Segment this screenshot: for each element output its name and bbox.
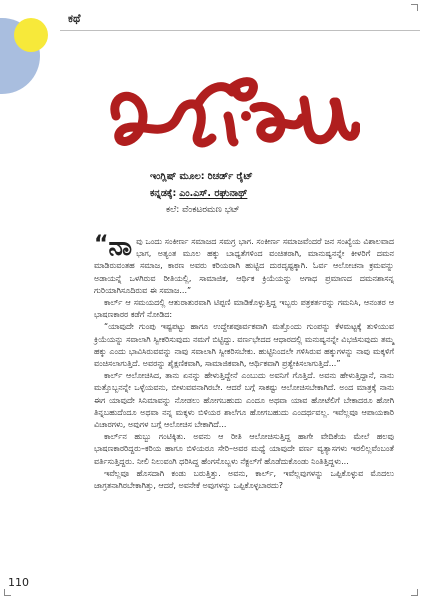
credits-block	[150, 168, 390, 219]
dropcap-block	[94, 234, 132, 260]
page-number: 110	[8, 576, 29, 589]
paragraph	[94, 232, 394, 297]
decorative-yellow-circle	[14, 18, 48, 52]
credit-art-author: ವೆಂಕಟರಮಣ ಭಟ್	[182, 205, 240, 215]
paragraph: ಕಾರ್ಲ್ ಆಲೋಚಿಸಿದ, ತಾನು ಏನನ್ನು ಹೇಳುತ್ತಿದ್ದೇನೆ ಎಂಬುದು ಅವನಿಗೆ ಗೊತ್ತಿದೆ. ಅವನು ಹೇಳುತ್ತಿದ್ದಾನೆ, ನಾನು ಮತ್ತೊಬ್ಬನನ್ನೇ ಒಳ್ಳೆಯವನು, ಬೀಳುವವನಾಗಿರಬೇ. ಆದರೆ ಬಗ್ಗೆ ಸಾಕಷ್ಟು ಆಲೋಚಿಸಬೇಕಾಗಿದೆ. ಅಂದ ಮಾತ್ರಕ್ಕೆ ನಾನು ಈಗ ಯಾವುದೇ ಸಿನಿಮಾವನ್ನು ನೋಡಲು ಹೋಗಬಹುದು ಎಂದೂ ಅಥವಾ ಯಾವ ಹೋಟೆಲಿಗೆ ಬೇಕಾದರೂ ಹೋಗಿ ತಿನ್ನಬಹುದೆಂದೂ ಅಥವಾ ನನ್ನ ಮಕ್ಕಳು ಬಿಳಿಯರ ಶಾಲೆಗೂ ಹೋಗಬಹುದು ಎಂದರ್ಥವಲ್ಲ. ಇವೆಲ್ಲವೂ ಆಪಾಯಕಾರಿ ವಿಚಾರಗಳು, ಅವುಗಳ ಬಗ್ಗೆ ಆಲೋಚಿಸ ಬೇಕಾಗಿದೆ...	[94, 371, 394, 430]
credit-original	[150, 168, 390, 185]
credit-art-prefix: ಕಲೆ:	[166, 205, 180, 215]
credit-art	[150, 202, 390, 219]
section-label: ಕಥೆ	[68, 12, 81, 25]
dropcap: ನಾ	[108, 232, 133, 262]
story-title: ಚೆಂಡು	[108, 82, 111, 83]
credit-original-prefix: ಇಂಗ್ಲಿಷ್ ಮೂಲ:	[150, 171, 205, 182]
crop-mark-bottom-right	[411, 589, 418, 596]
credit-original-author: ರಿಚರ್ಡ್ ರೈಟ್	[207, 171, 253, 182]
story-body	[94, 232, 394, 492]
credit-translator-prefix: ಕನ್ನಡಕ್ಕೆ:	[150, 188, 177, 199]
opening-quote: “	[94, 232, 109, 257]
paragraph: “ಯಾವುದೇ ಗುಂಪು ಇಷ್ಟಪಟ್ಟು ಹಾಗೂ ಉದ್ದೇಶಪೂರ್ವಕವಾಗಿ ಮತ್ತೊಂದು ಗುಂಪನ್ನು ಕೆಳಮಟ್ಟಕ್ಕೆ ತುಳಿಯುವ ಕ್ರಿಯೆಯನ್ನು ಸವಾಲಾಗಿ ಸ್ವೀಕರಿಸುವುದು ನಮಗೆ ಬಿಟ್ಟಿದ್ದು. ವರ್ಣಭೇದದ ಆಧಾರದಲ್ಲಿ ಮನುಷ್ಯನನ್ನೇ ವಿಭಜಿಸುವುದು ತಮ್ಮ ಹಕ್ಕು ಎಂದು ಭಾವಿಸಿರುವವನ್ನು ನಾವು ಸವಾಲಾಗಿ ಸ್ವೀಕರಿಸಬೇಕು. ಹುಟ್ಟಿನಿಂದಲೇ ಗಳಿಸಿರುವ ಹಕ್ಕುಗಳನ್ನು ನಾವು ಮಕ್ಕಳಿಗೆ ವಂಚಿಸಲಾಗುತ್ತಿದೆ. ಅವರನ್ನು ಶೈಕ್ಷಣಿಕವಾಗಿ, ಸಾಮಾಜಿಕವಾಗಿ, ಆರ್ಥಿಕವಾಗಿ ಪ್ರತ್ಯೇಕಿಸಲಾಗುತ್ತಿದೆ...”	[94, 322, 394, 369]
paragraph: ಕಾರ್ಲ್ ಆ ಸಮಯದಲ್ಲಿ ಆತುರಾತುರವಾಗಿ ಟಿಪ್ಪಣಿ ಮಾಡಿಕೊಳ್ಳುತ್ತಿದ್ದ ಇಬ್ಬರು ಪತ್ರಕರ್ತರನ್ನು ಗಮನಿಸಿ, ಆನಂತರ ಆ ಭಾಷಣಕಾರರ ಕಡೆಗೆ ನೋಡಿದ:	[94, 298, 394, 320]
paragraph: ಇವೆಲ್ಲವೂ ಹೊಸದಾಗಿ ಕಂಡು ಬರುತ್ತಿತ್ತು. ಅವನು, ಕಾರ್ಲ್, ಇವೆಲ್ಲವುಗಳನ್ನು ಒಪ್ಪಿಕೊಳ್ಳುವ ಮೊದಲು ಜಾಗ್ರತನಾಗಿರಬೇಕಾಗಿತ್ತು, ಆದರೆ, ಅವನೇಕೆ ಅವುಗಳನ್ನು ಒಪ್ಪಿಕೊಳ್ಳಬಾರದು?	[94, 468, 394, 491]
credit-translator	[150, 185, 390, 202]
credit-translator-name: ಎಂ.ಎಸ್. ರಘುನಾಥ್	[179, 188, 248, 199]
story-title-art	[108, 72, 360, 164]
paragraph: ಕಾರ್ಲ್‌ನ ಹುಬ್ಬು ಗಂಟಿಕ್ಕಿತು. ಅವನು ಆ ರೀತಿ ಆಲೋಚಿಸುತ್ತಿದ್ದ ಹಾಗೇ ವೇದಿಕೆಯ ಮೇಲೆ ಹಲವು ಭಾಷಣಕಾರರಿದ್ದರು–ಕರಿಯ ಹಾಗೂ ಬಿಳಿಯರೂ ಸೇರಿ–ಅವರ ಮಧ್ಯೆ ಯಾವುದೇ ವರ್ಣ ವ್ಯತ್ಯಾಸಗಳು ಇರಲಿಲ್ಲವೆಂಬಂತೆ ವರ್ತಿಸುತ್ತಿದ್ದರು. ನೀಲಿ ನಿಲುವಂಗಿ ಧರಿಸಿದ್ದ ಹೆಂಗಸೊಬ್ಬಳು ನೆಕ್ಟಲ್‌ಗೆ ಹೊಡೆದುಕೊಂಡು ನಿಂತಿತ್ತಿದ್ದಳು...	[94, 432, 394, 466]
header-divider	[60, 30, 420, 31]
paragraph-text: ವು ಒಂದು ಸಂಕೀರ್ಣ ಸಮಾಜದ ಸಮಗ್ರ ಭಾಗ. ಸಂಕೀರ್ಣ ಸಮಾಜವೆಂದರೆ ಜನ ಸಂಖ್ಯೆಯ ವಿಶಾಲವಾದ ಭಾಗ, ಅತ್ಯಂತ ಮೂಲ ಹಕ್ಕು ಬಾಧ್ಯತೆಗಳಿಂದ ವಂಚಿತರಾಗಿ, ಮಾನುಷ್ಯನನ್ನೇ ಕೀಳರಿಗೆ ದಮನ ಮಾಡಿರುವಂತಹ ಸಮಾಜ, ಕಾರಣ ಅವರು ಕರಿಯರಾಗಿ ಹುಟ್ಟಿದ ದುರದೃಷ್ಟಕ್ಕಾಗಿ. ಓರ್ವ ಆಲೋಚನಾ ಕ್ರಮವನ್ನು ಅಡಾಯನ್ನೆ ಒಳಗಿರುವ ರೀತಿಯಲ್ಲಿ, ಸಾಮಾಜಿಕ, ಆರ್ಥಿಕ ಕ್ರಿಯೆಯನ್ನು ಅಗಾಧ ಪ್ರಮಾಣದ ದಮನಶಾಸನ್ನ ಗುರಿಯಾಗಿಸೂದಿರುವ ಈ ಸಮಾಜ...”	[94, 237, 394, 295]
crop-mark-bottom-left	[4, 589, 11, 596]
crop-mark-top-right	[411, 4, 418, 11]
